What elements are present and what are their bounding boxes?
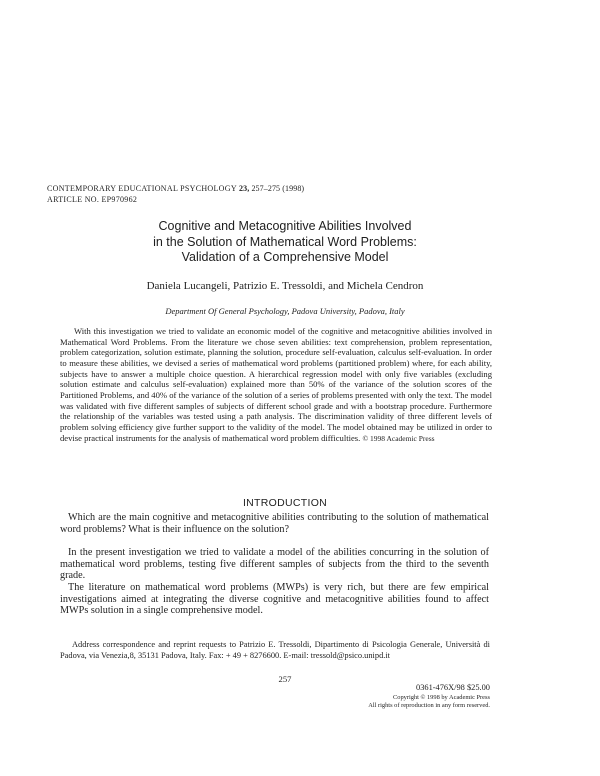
issn-price: 0361-476X/98 $25.00 — [416, 683, 490, 692]
article-id: EP970962 — [101, 195, 138, 204]
copyright-line-1: Copyright © 1998 by Academic Press — [393, 694, 490, 701]
intro-paragraph-3: The literature on mathematical word problems (MWPs) is very rich, but there are few empirical investigations aimed at integrating the diverse cognitive and metacognitive abilities found to affect MWPs solution in a single comprehensive model. — [60, 582, 489, 616]
article-number — [47, 195, 137, 204]
title-line-1: Cognitive and Metacognitive Abilities Involved — [158, 219, 412, 233]
abstract-copyright: © 1998 Academic Press — [362, 433, 435, 443]
title-line-3: Validation of a Comprehensive Model — [181, 250, 389, 264]
intro-paragraph-2: In the present investigation we tried to validate a model of the abilities concurring in the solution of mathematical word problems, testing five different samples of subjects from the third to the seventh grade. — [60, 547, 489, 581]
affiliation: Department Of General Psychology, Padova University, Padova, Italy — [165, 306, 405, 316]
journal-name: CONTEMPORARY EDUCATIONAL PSYCHOLOGY — [47, 184, 237, 193]
journal-header — [47, 184, 304, 193]
correspondence-footnote: Address correspondence and reprint requests to Patrizio E. Tressoldi, Dipartimento di Psicologia Generale, Università di Padova, via Venezia,8, 35131 Padova, Italy. Fax: + 49 + 8276600. E-mail: tressold@psico.unipd.it — [60, 640, 490, 660]
copyright-notice — [200, 694, 490, 710]
journal-pages-year: 257–275 (1998) — [251, 184, 305, 193]
paper-title — [60, 219, 510, 266]
copyright-line-2: All rights of reproduction in any form reserved. — [368, 702, 490, 709]
page-number: 257 — [278, 674, 292, 684]
article-label: ARTICLE NO. — [47, 195, 100, 204]
intro-paragraph-1: Which are the main cognitive and metacognitive abilities contributing to the solution of mathematical word problems? What is their influence on the solution? — [60, 512, 489, 535]
journal-volume: 23, — [239, 184, 250, 193]
author-list: Daniela Lucangeli, Patrizio E. Tressoldi, and Michela Cendron — [146, 280, 424, 292]
abstract-text: With this investigation we tried to validate an economic model of the cognitive and metacognitive abilities involved in Mathematical Word Problems. From the literature we chose seven abilities: text comprehension, problem representation, problem categorization, solution estimate, planning the solution, procedure self-evaluation, calculus self-evaluation. In order to measure these abilities, we devised a series of mathematical word problems (partitioned problem) where, for each ability, subjects have to answer a multiple choice question. A hierarchical regression model with only five variables (excluding solution estimate and calculus self-evaluation) explained more than 50% of the variance of the solution scores of the Partitioned Problems, and 40% of the variance of the solution of a series of problems presented with only the text. The model was validated with five different samples of subjects of different school grade and with a bootstrap procedure. Furthermore the relationship of the variables was tested using a path analysis. The discrimination validity of three different levels of problem solving efficiency give further support to the validity of the model. The model obtained may be utilized in order to devise practical instruments for the analysis of mathematical word problem difficulties. — [60, 326, 492, 443]
title-line-2: in the Solution of Mathematical Word Problems: — [153, 234, 417, 249]
abstract — [60, 326, 492, 444]
section-heading-introduction: INTRODUCTION — [242, 497, 328, 509]
